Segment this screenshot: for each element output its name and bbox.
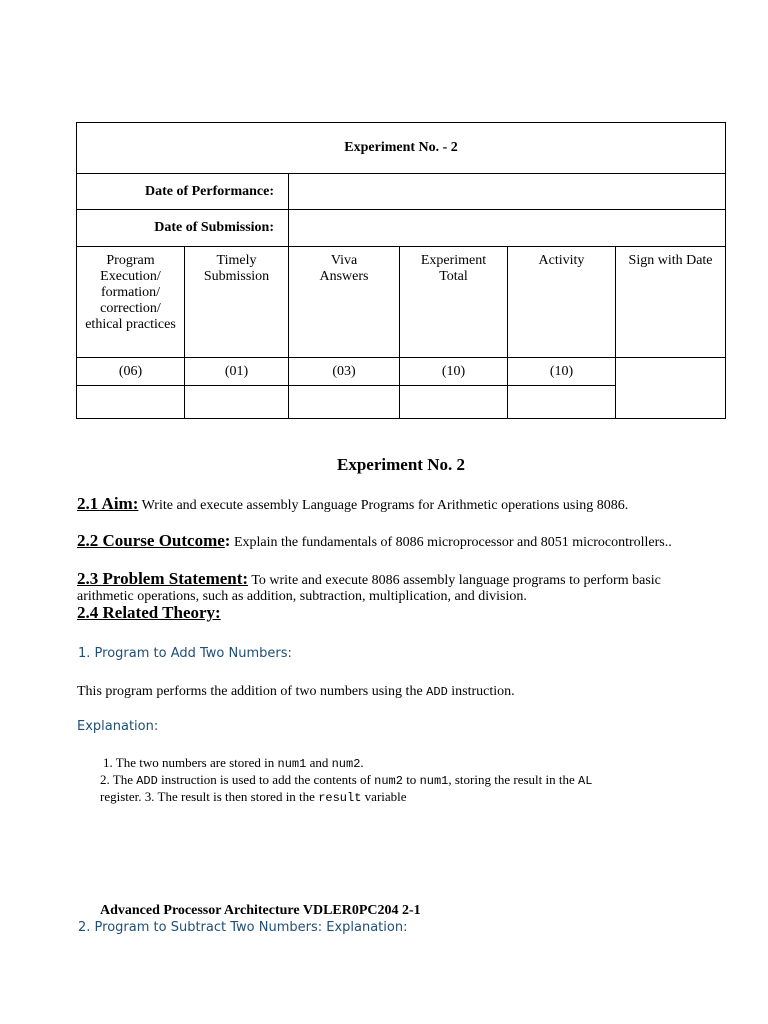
date-of-performance-field[interactable]	[289, 174, 726, 210]
max-mark-total: (10)	[400, 358, 508, 386]
explanation-line-1	[103, 755, 723, 772]
al-code: AL	[578, 774, 593, 788]
outcome-section	[77, 533, 737, 551]
prog2-heading: 2. Program to Subtract Two Numbers: Explanation:	[78, 920, 408, 935]
explanation-line-3	[100, 789, 740, 806]
col-header-program: Program Execution/ formation/ correction/ ethical practices	[77, 247, 185, 358]
outcome-text: Explain the fundamentals of 8086 microprocessor and 8051 microcontrollers..	[233, 535, 672, 550]
explanation-line-2	[100, 772, 740, 789]
add-code: ADD	[426, 685, 448, 699]
date-of-submission-label: Date of Submission:	[77, 210, 289, 247]
form-title: Experiment No. - 2	[77, 123, 726, 174]
col-header-activity: Activity	[508, 247, 616, 358]
exp-l1-text: 1. The two numbers are stored in	[103, 755, 275, 770]
theory-label: 2.4 Related Theory:	[77, 603, 221, 622]
num2-code: num2	[331, 757, 361, 771]
exp-l1-period: .	[360, 755, 364, 770]
sign-field[interactable]	[616, 358, 726, 419]
aim-label: 2.1 Aim:	[77, 494, 139, 513]
num1-code: num1	[277, 757, 307, 771]
problem-label: 2.3 Problem Statement:	[77, 569, 249, 588]
theory-section	[77, 605, 221, 623]
exp-l3-end: variable	[364, 789, 407, 804]
num2-code-2: num2	[374, 774, 403, 788]
col-header-sign: Sign with Date	[616, 247, 726, 358]
score-timely-field[interactable]	[185, 386, 289, 419]
col-header-viva: Viva Answers	[289, 247, 400, 358]
exp-l2-storing: , storing the result in the	[448, 772, 575, 787]
score-program-field[interactable]	[77, 386, 185, 419]
score-viva-field[interactable]	[289, 386, 400, 419]
prog1-intro-end: instruction.	[451, 684, 515, 699]
max-mark-program: (06)	[77, 358, 185, 386]
date-of-performance-label: Date of Performance:	[77, 174, 289, 210]
add-code-2: ADD	[136, 774, 158, 788]
aim-text: Write and execute assembly Language Programs for Arithmetic operations using 8086.	[141, 498, 629, 513]
result-code: result	[318, 791, 362, 805]
col-header-timely: Timely Submission	[185, 247, 289, 358]
aim-section	[77, 496, 737, 514]
max-mark-viva: (03)	[289, 358, 400, 386]
score-total-field[interactable]	[400, 386, 508, 419]
prog1-intro-text: This program performs the addition of two numbers using the	[77, 684, 423, 699]
num1-code-2: num1	[419, 774, 449, 788]
col-header-total: Experiment Total	[400, 247, 508, 358]
problem-text: To write and execute 8086 assembly language programs to perform basic arithmetic operations, such as addition, subtraction, multiplication, and division.	[77, 573, 661, 604]
exp-l3-text: register. 3. The result is then stored in the	[100, 789, 315, 804]
max-mark-activity: (10)	[508, 358, 616, 386]
score-activity-field[interactable]	[508, 386, 616, 419]
outcome-colon: :	[224, 531, 231, 550]
outcome-label: 2.2 Course Outcome	[77, 531, 225, 550]
prog1-intro	[77, 684, 737, 700]
exp-l1-and: and	[309, 755, 329, 770]
explanation-label: Explanation:	[77, 719, 159, 734]
date-of-submission-field[interactable]	[289, 210, 726, 247]
assessment-table	[76, 122, 726, 419]
prog1-heading: 1. Program to Add Two Numbers:	[78, 646, 292, 661]
exp-l2-text: 2. The	[100, 772, 133, 787]
page-footer: Advanced Processor Architecture VDLER0PC204 2-1	[100, 903, 421, 918]
exp-l2-to: to	[406, 772, 417, 787]
max-mark-timely: (01)	[185, 358, 289, 386]
experiment-heading: Experiment No. 2	[337, 455, 465, 474]
exp-l2-mid: instruction is used to add the contents of	[161, 772, 371, 787]
problem-section	[77, 571, 687, 605]
